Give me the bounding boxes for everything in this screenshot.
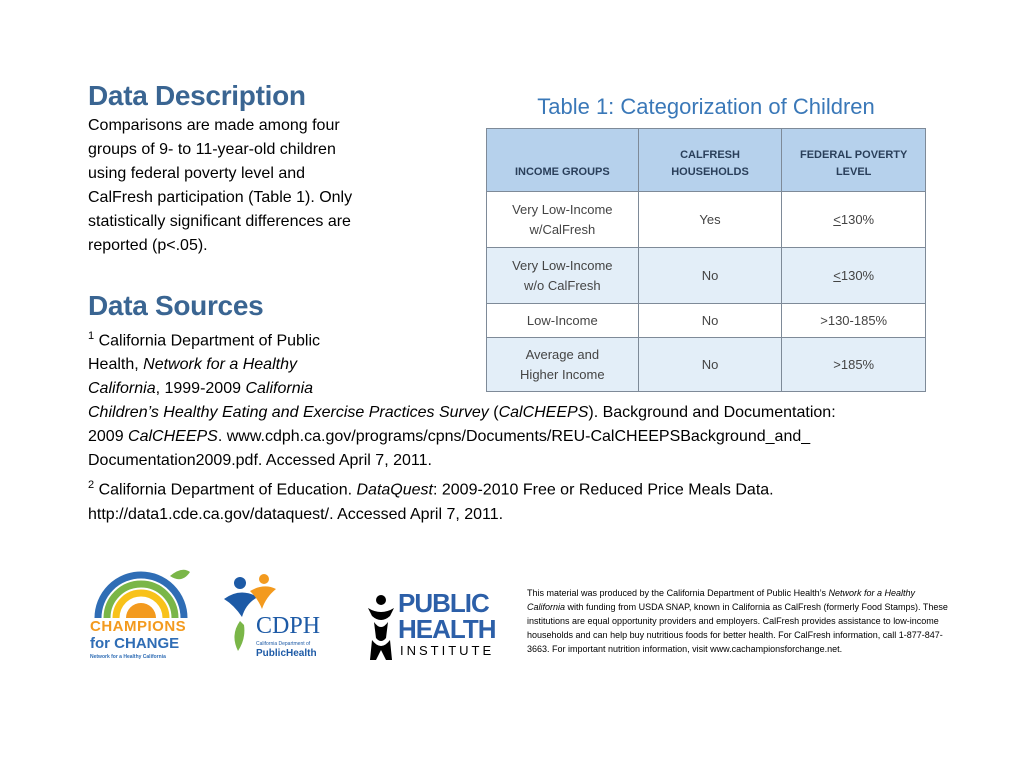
text-line: CalFresh participation (Table 1). Only <box>88 189 353 206</box>
table-row <box>487 192 926 248</box>
text-line: groups of 9- to 11-year-old children <box>88 141 336 158</box>
source-1-url: . www.cdph.ca.gov/programs/cpns/Documents/REU-CalCHEEPSBackground_and_ <box>217 428 811 446</box>
text-run: ( <box>488 404 499 422</box>
income-group-cell: Low-Income <box>487 304 639 338</box>
phi-logo <box>366 588 498 664</box>
text-line: Documentation2009.pdf. Accessed April 7, 2011. <box>88 452 432 470</box>
text-line <box>88 473 928 502</box>
cdph-line1: California Department of <box>256 641 311 647</box>
calfresh-cell: No <box>638 304 782 338</box>
survey-title: Children’s Healthy Eating and Exercise Practices Survey <box>88 404 489 422</box>
survey-title: California <box>245 380 314 398</box>
publication-title: DataQuest <box>356 481 433 499</box>
text-line: using federal poverty level and <box>88 165 306 182</box>
phi-line1: PUBLIC <box>398 588 489 618</box>
text-run: : 2009-2010 Free or Reduced Price Meals Data. <box>432 481 774 499</box>
text-run: , 1999-2009 <box>155 380 246 398</box>
footnote-marker: 2 <box>88 479 95 492</box>
fpl-value: >130-185% <box>820 312 888 328</box>
fpl-cell <box>782 192 926 248</box>
income-group-cell <box>487 248 639 304</box>
header-federal-poverty-level: FEDERAL POVERTY LEVEL <box>782 129 926 192</box>
publication-title: California <box>88 380 156 398</box>
fpl-cell <box>782 338 926 392</box>
table-header-row <box>487 129 926 192</box>
publication-title: Network for a Healthy <box>143 356 297 374</box>
data-sources-heading: Data Sources <box>88 290 264 321</box>
header-income-groups: INCOME GROUPS <box>487 129 639 192</box>
header-calfresh-households: CALFRESH HOUSEHOLDS <box>638 129 782 192</box>
text-line: Very Low-Income <box>512 257 613 273</box>
footnote-marker: 1 <box>88 330 95 342</box>
fpl-cell <box>782 248 926 304</box>
text-run: Health, <box>88 356 144 374</box>
table-row <box>487 248 926 304</box>
data-description-heading: Data Description <box>88 80 306 111</box>
fpl-value: <130% <box>833 267 875 283</box>
champions-line1: CHAMPIONS <box>90 618 187 635</box>
table-row <box>487 304 926 338</box>
source-2 <box>88 473 928 526</box>
calfresh-cell: No <box>638 338 782 392</box>
cdph-logo <box>220 565 340 665</box>
text-line: Comparisons are made among four <box>88 117 340 134</box>
cdph-line2: PublicHealth <box>256 648 317 659</box>
champions-tagline: Network for a Healthy California <box>90 654 166 660</box>
data-description-section <box>88 80 428 258</box>
text-run: ). Background and Documentation: <box>588 404 836 422</box>
income-group-cell <box>487 192 639 248</box>
program-name: Network for a Healthy California <box>527 588 916 612</box>
data-description-text <box>88 114 428 258</box>
text-line: reported (p<.05). <box>88 237 208 254</box>
text-line <box>88 425 928 449</box>
text-run: California Department of Education. <box>98 481 357 499</box>
categorization-table <box>486 128 926 392</box>
fpl-value: <130% <box>833 211 875 227</box>
text-line: statistically significant differences are <box>88 213 351 230</box>
text-line: Very Low-Income <box>512 201 613 217</box>
figure-icon <box>366 594 396 662</box>
champions-for-change-logo <box>86 562 196 668</box>
calfresh-cell: No <box>638 248 782 304</box>
survey-acronym: CalCHEEPS <box>128 428 218 446</box>
phi-line2: HEALTH <box>398 614 496 644</box>
table-section <box>486 94 926 392</box>
phi-line3: INSTITUTE <box>400 643 495 658</box>
fpl-value: >185% <box>833 356 875 372</box>
cdph-acronym: CDPH <box>256 613 321 639</box>
survey-acronym: CalCHEEPS <box>498 404 589 422</box>
text-line: w/CalFresh <box>529 221 596 237</box>
rainbow-sun-icon <box>86 562 196 622</box>
source-1-publisher: California Department of Public <box>98 332 321 350</box>
champions-line2: for CHANGE <box>90 635 180 652</box>
source-2-url: http://data1.cde.ca.gov/dataquest/. Accessed April 7, 2011. <box>88 505 504 523</box>
table-title: Table 1: Categorization of Children <box>537 94 875 119</box>
funding-disclaimer <box>527 586 952 656</box>
text-run: 2009 <box>88 428 129 446</box>
calfresh-cell: Yes <box>638 192 782 248</box>
text-line: Higher Income <box>520 366 605 382</box>
text-line <box>88 401 928 425</box>
income-group-cell <box>487 338 639 392</box>
text-run: This material was produced by the California Department of Public Health’s <box>527 588 829 598</box>
table-row <box>487 338 926 392</box>
text-line: Average and <box>525 346 600 362</box>
text-run: with funding from USDA SNAP, known in California as CalFresh (formerly Food Stamps). These institutions are equal opportunity providers and employers. CalFresh provides assistance to low-income households and can help buy nutritious foods for better health. For CalFresh information, call 1-877-847-3663. For important nutrition information, visit www.cachampionsforchange.net. <box>527 602 948 654</box>
fpl-cell <box>782 304 926 338</box>
text-line: w/o CalFresh <box>524 277 601 293</box>
